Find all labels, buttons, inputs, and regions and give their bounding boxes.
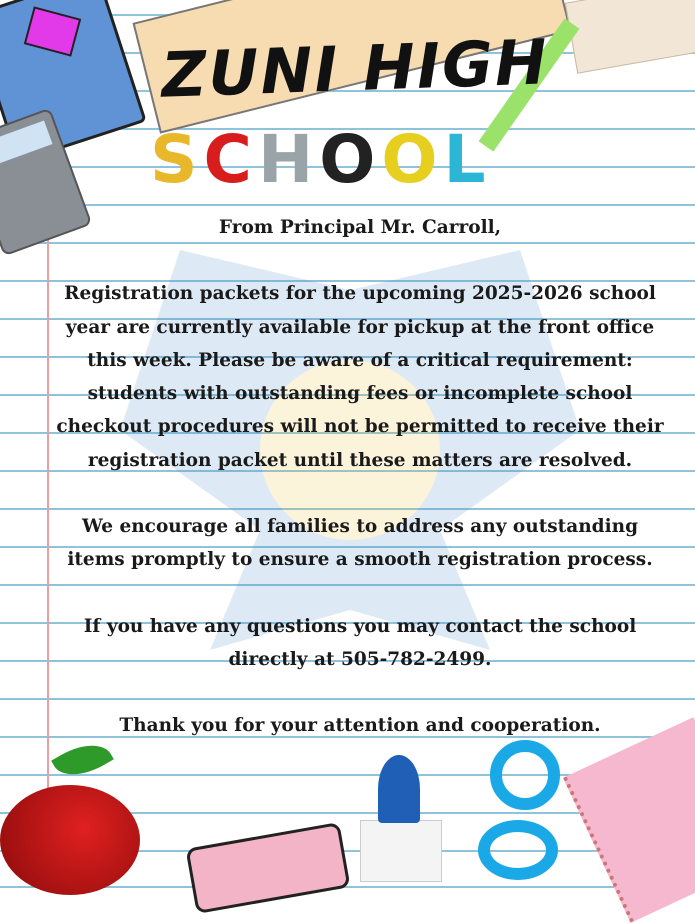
letter-h-ruler: H bbox=[257, 121, 314, 198]
eraser-bottom-illustration bbox=[185, 822, 350, 914]
book-illustration bbox=[565, 0, 695, 74]
apple-illustration bbox=[0, 785, 140, 895]
closing: Thank you for your attention and cooperation. bbox=[119, 715, 601, 737]
glue-cap-icon bbox=[378, 755, 420, 823]
letter-body bbox=[40, 211, 680, 743]
glue-bottle-illustration bbox=[360, 820, 442, 882]
paragraph-contact: If you have any questions you may contact the school directly at 505-782-2499. bbox=[83, 615, 637, 670]
letter-o-clock: O bbox=[381, 121, 438, 198]
letter-l-highlighter: L bbox=[443, 121, 486, 198]
school-title-school bbox=[150, 121, 486, 198]
paragraph-registration: Registration packets for the upcoming 2025-2026 school year are currently available for pickup at the front office this week. Please be aware of a critical requirement: students with outstanding fees or incomplete school checkout procedures will not be permitted to receive their registration packet until these matters are resolved. bbox=[56, 283, 664, 471]
letter-s-pencil: S bbox=[150, 121, 198, 198]
school-title-zuni-high: ZUNI HIGH bbox=[160, 25, 550, 112]
paragraph-encourage: We encourage all families to address any outstanding items promptly to ensure a smooth registration process. bbox=[67, 516, 653, 571]
letter-o-soccer-ball: O bbox=[319, 121, 376, 198]
scissors-illustration bbox=[490, 740, 560, 810]
salutation: From Principal Mr. Carroll, bbox=[218, 217, 502, 238]
scissors-handle-icon bbox=[478, 820, 558, 880]
letter-c-apple: C bbox=[203, 121, 252, 198]
pink-notepad-illustration bbox=[563, 717, 695, 923]
